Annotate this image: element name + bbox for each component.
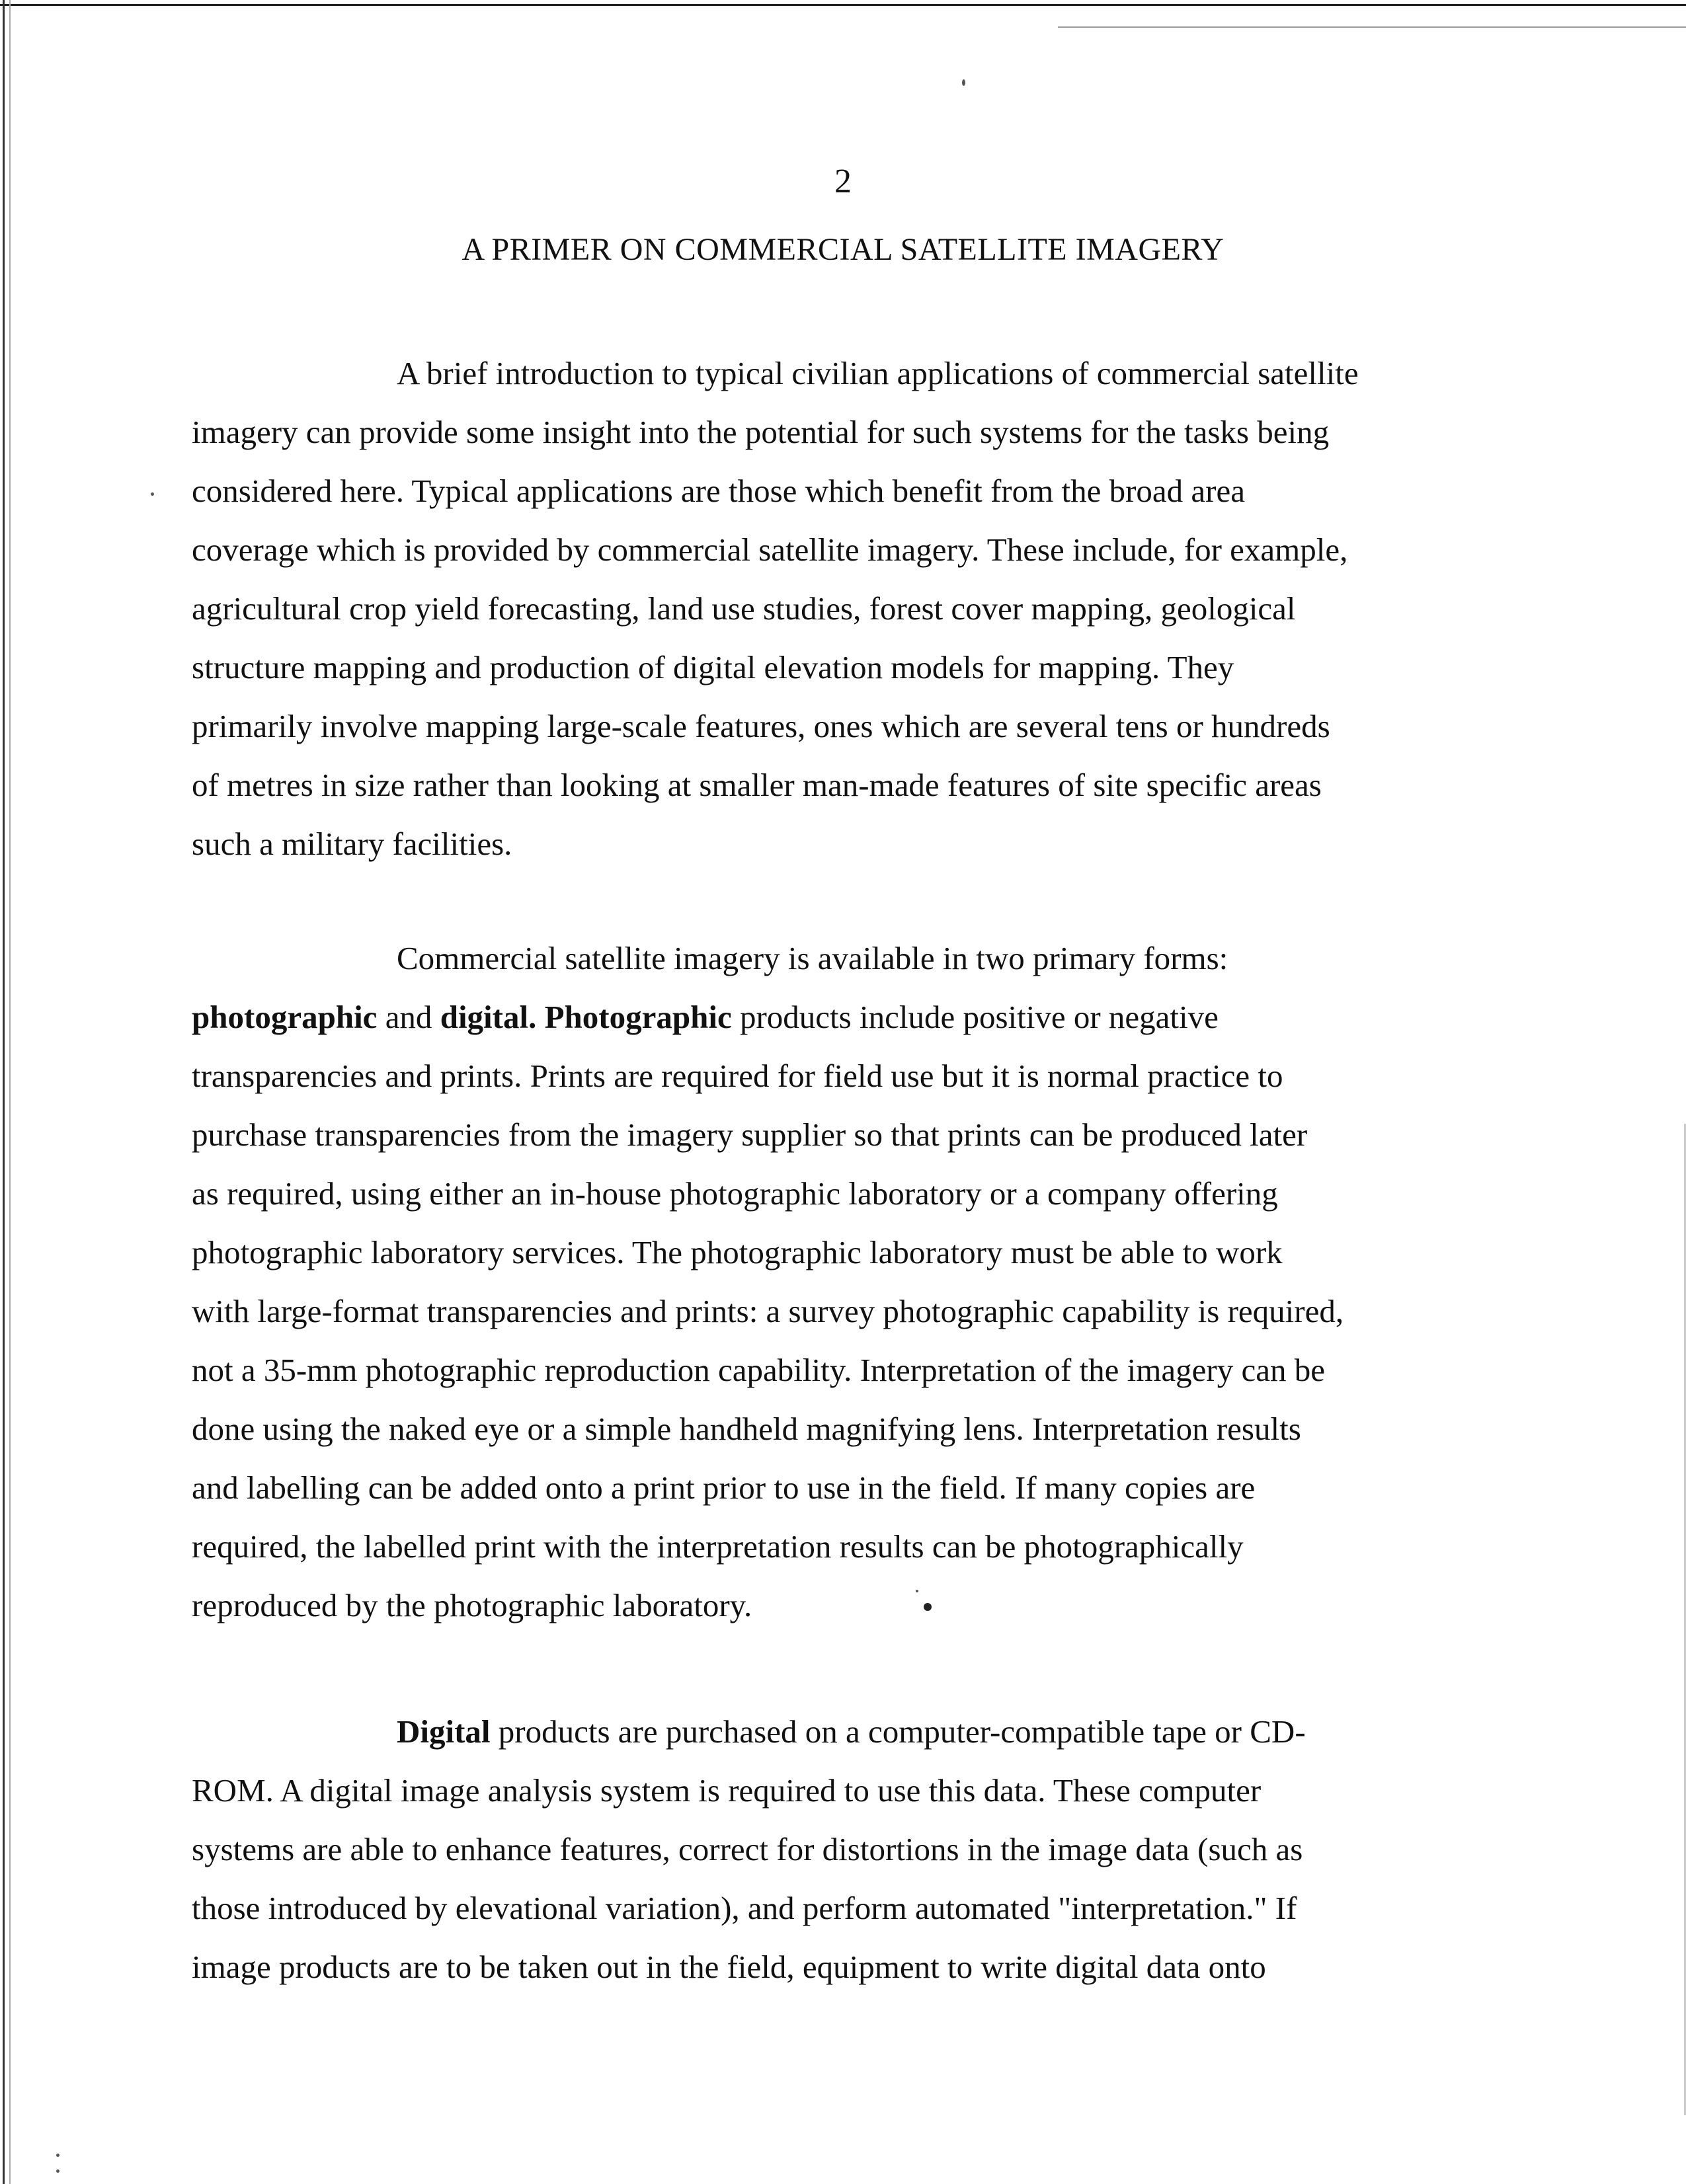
scan-border-top-secondary [1058,26,1686,28]
paragraph-line: transparencies and prints. Prints are required for field use but it is normal practice to [192,1058,1283,1094]
bold-term: Photographic [544,999,732,1035]
scan-border-left-secondary [9,0,11,2184]
paragraph-line: such a military facilities. [192,826,512,862]
paragraph-line: purchase transparencies from the imagery supplier so that prints can be produced later [192,1116,1308,1153]
paragraph-1 [192,344,1507,873]
bold-term: Digital [397,1713,491,1750]
inline-text: and [377,999,440,1035]
paragraph-line: reproduced by the photographic laboratory. [192,1587,752,1623]
paragraph-line: and labelling can be added onto a print prior to use in the field. If many copies are [192,1469,1256,1506]
paragraph-line: Commercial satellite imagery is available in two primary forms: [397,940,1228,976]
paragraph-line: required, the labelled print with the interpretation results can be photographically [192,1528,1244,1565]
paragraph-line: considered here. Typical applications are those which benefit from the broad area [192,473,1245,509]
paragraph-line: photographic laboratory services. The photographic laboratory must be able to work [192,1234,1283,1270]
paragraph-line: image products are to be taken out in the field, equipment to write digital data onto [192,1949,1266,1985]
inline-text [536,999,544,1035]
paragraph-line: ROM. A digital image analysis system is required to use this data. These computer [192,1772,1262,1809]
scan-speck [962,79,965,86]
scan-border-left [3,0,5,2184]
paragraph-line: structure mapping and production of digital elevation models for mapping. They [192,649,1234,685]
paragraph-2 [192,929,1507,1635]
paragraph-line: systems are able to enhance features, correct for distortions in the image data (such as [192,1831,1303,1867]
paragraph-line: not a 35-mm photographic reproduction capability. Interpretation of the imagery can be [192,1352,1325,1388]
bold-term: digital. [440,999,537,1035]
inline-text: products include positive or negative [731,999,1219,1035]
paragraph-line: with large-format transparencies and prints: a survey photographic capability is required, [192,1293,1344,1329]
scan-speck [56,2154,60,2157]
inline-text: products are purchased on a computer-compatible tape or CD- [490,1713,1306,1750]
bold-term: photographic [192,999,378,1035]
scan-speck [916,1590,918,1592]
paragraph-line-mixed [192,1702,1507,1761]
page-title: A PRIMER ON COMMERCIAL SATELLITE IMAGERY [462,232,1224,267]
paragraph-line: those introduced by elevational variation), and perform automated "interpretation." If [192,1890,1297,1926]
paragraph-line: imagery can provide some insight into the potential for such systems for the tasks being [192,414,1330,450]
scan-border-top [0,4,1686,6]
scan-speck [56,2169,60,2173]
paragraph-line: as required, using either an in-house photographic laboratory or a company offering [192,1175,1278,1212]
scan-speck [151,492,154,496]
scan-speck [924,1603,932,1611]
paragraph-line: A brief introduction to typical civilian applications of commercial satellite [397,355,1359,391]
paragraph-line: primarily involve mapping large-scale features, ones which are several tens or hundreds [192,708,1330,744]
paragraph-line-mixed [192,988,1507,1046]
paragraph-line: coverage which is provided by commercial satellite imagery. These include, for example, [192,531,1348,568]
paragraph-line: of metres in size rather than looking at smaller man-made features of site specific areas [192,767,1322,803]
page-number: 2 [834,163,852,200]
paragraph-line: done using the naked eye or a simple handheld magnifying lens. Interpretation results [192,1411,1301,1447]
paragraph-3 [192,1702,1507,1996]
paragraph-line: agricultural crop yield forecasting, land use studies, forest cover mapping, geological [192,590,1296,627]
